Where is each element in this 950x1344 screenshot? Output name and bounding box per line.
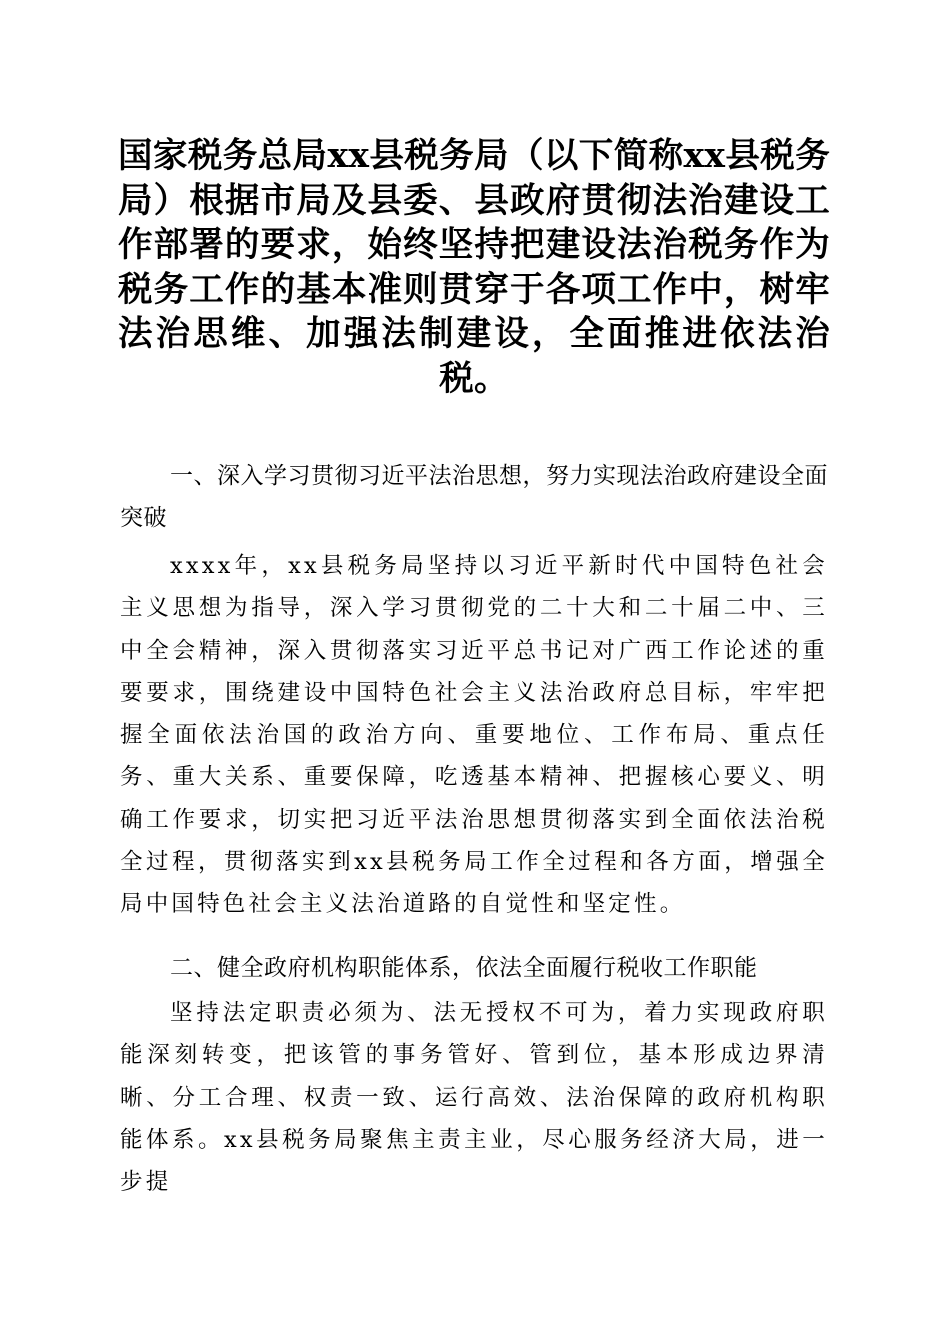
section-heading-1: 一、深入学习贯彻习近平法治思想，努力实现法治政府建设全面突破 [120,463,828,531]
section-paragraph-1: xxxx年，xx县税务局坚持以习近平新时代中国特色社会主义思想为指导，深入学习贯彻党的二十大和二十届二中、三中全会精神，深入贯彻落实习近平总书记对广西工作论述的重要要求，围绕建设中国特色社会主义法治政府总目标，牢牢把握全面依法治国的政治方向、重要地位、工作布局、重点任务、重大关系、重要保障，吃透基本精神、把握核心要义、明确工作要求，切实把习近平法治思想贯彻落实到全面依法治税全过程，贯彻落实到xx县税务局工作全过程和各方面，增强全局中国特色社会主义法治道路的自觉性和坚定性。 [120,553,828,918]
section-paragraph-2: 坚持法定职责必须为、法无授权不可为，着力实现政府职能深刻转变，把该管的事务管好、管到位，基本形成边界清晰、分工合理、权责一致、运行高效、法治保障的政府机构职能体系。xx县税务局聚焦主责主业，尽心服务经济大局，进一步提 [120,1000,828,1196]
section-heading-2: 二、健全政府机构职能体系，依法全面履行税收工作职能 [170,955,758,981]
document-title: 国家税务总局xx县税务局（以下简称xx县税务局）根据市局及县委、县政府贯彻法治建设工作部署的要求，始终坚持把建设法治税务作为税务工作的基本准则贯穿于各项工作中，树牢法治思维、加强法制建设，全面推进依法治税。 [118,136,830,399]
